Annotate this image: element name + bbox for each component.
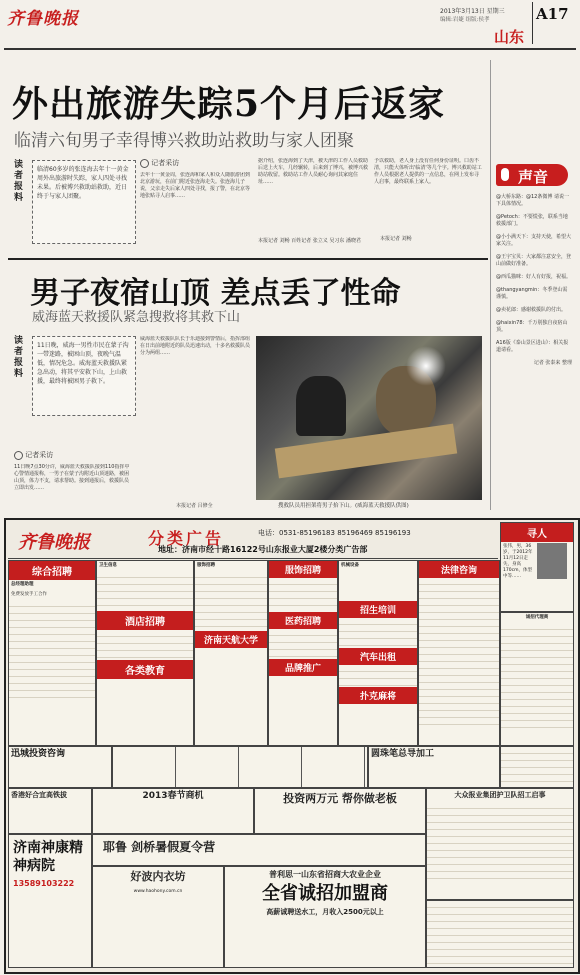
masthead-section: 山东 [494, 28, 525, 46]
ad-bottom-pen-title: 圆珠笔总导加工 [371, 749, 435, 759]
ad-column-4 [268, 560, 338, 746]
story1-byline [140, 158, 179, 168]
ad-bottom-guard-title: 大众报业集团护卫队招工启事 [454, 791, 546, 799]
ad-bottom-franchise-sub: 普利思一山东省招商大农业企业 [269, 870, 381, 879]
photo-light [406, 346, 446, 386]
story-divider [8, 258, 488, 260]
ad-bottom-invest [8, 746, 112, 788]
ad-column-5 [338, 560, 418, 746]
story2-byline-text: 记者采访 [25, 451, 54, 459]
ad-bottom-lingerie [92, 866, 224, 968]
ad-fine-print [501, 623, 573, 733]
ad-fine-print [97, 571, 193, 611]
story2-photo [256, 336, 482, 500]
ad-bottom-franchise-hire: 高薪诚聘送水工，月收入2500元以上 [266, 908, 384, 916]
sound-item: @小小满天下：支持天使，希望大家关注。 [496, 234, 572, 247]
sound-item: @王宇宝贝：大家都注意安全，登山前做好准备。 [496, 254, 572, 267]
story1-byline-icon [140, 159, 149, 168]
story1-side-label: 读者报料 [14, 160, 24, 203]
ad-bottom-hospital-title: 济南神康精神病院 [13, 840, 83, 874]
sound-mic-icon [501, 168, 509, 181]
ad-column-6 [418, 560, 500, 746]
sound-item: @西瓜猫咪：好人有好报，祝福。 [496, 274, 572, 280]
ad-bottom-hospital [8, 834, 92, 968]
sound-title: 声音 [518, 168, 549, 186]
ad-fine-print [269, 578, 337, 612]
story1-col1: 去年十一黄金周，张连海和家人和众人随旅游团到北京游玩，在前门附近张连海走失。张连海儿子说，父亲走失后家人四处寻找，报了警，在北京等地张贴寻人启事…… [140, 172, 251, 199]
sidebar-rule [490, 60, 491, 510]
sound-item: @haixin78：千万别独自夜宿山顶。 [496, 320, 568, 333]
ad-column-4-title-b: 医药招聘 [269, 612, 337, 629]
ads-header [8, 522, 498, 559]
ad-fine-print [9, 600, 95, 700]
story2-credit: 本报记者 吕修全 [176, 503, 213, 509]
ad-bottom-grid [112, 746, 368, 788]
story2-subhead: 威海蓝天救援队紧急搜救将其救下山 [32, 310, 241, 325]
ad-line: 卫生信息 [99, 563, 117, 568]
ad-column-6-title: 法律咨询 [419, 561, 499, 578]
story2-byline-icon [14, 451, 23, 460]
story1-byline-text: 记者采访 [151, 159, 180, 167]
ad-column-4-title-c: 品牌推广 [269, 659, 337, 676]
ad-fine-print [195, 571, 267, 631]
sound-item: @大桥东路：@12条微博 请说一下具体情况。 [496, 194, 569, 207]
photo-rescuer-1 [296, 376, 346, 436]
ad-bottom-franchise [224, 866, 426, 968]
ad-fine-print [97, 630, 193, 660]
ad-column-5-title-b: 汽车出租 [339, 648, 417, 665]
ad-bottom-yale [92, 834, 426, 866]
masthead-page-rule [532, 2, 533, 44]
ad-bottom-lingerie-title: 好波内衣坊 [130, 870, 186, 883]
ads-header-logo: 齐鲁晚报 [18, 532, 90, 553]
ad-right-mid [500, 746, 574, 788]
ad-bottom-guard [426, 788, 574, 900]
story1-headline: 外出旅游失踪5个月后返家 [12, 83, 446, 125]
ad-line: 机械设备 [341, 563, 359, 568]
sound-editor: 记者 张泰来 整理 [533, 360, 572, 366]
masthead-page: A17 [536, 5, 569, 23]
ad-column-4-title: 服饰招聘 [269, 561, 337, 578]
story1-col3: 予以救助，老人身上没有任何身份证明。口齿不清，只能大体听出'临清'等几个字。博兴救助站工作人员根据老人提供的一点信息，在网上发布寻人启事，最终联系上家人。 [374, 158, 482, 185]
ad-column-3 [194, 560, 268, 746]
story1-credit1: 本报记者 刘畅 百姓记者 张立义 吴习东 潘晓君 [258, 238, 361, 244]
ad-bottom-2013 [92, 788, 254, 834]
ad-bottom-franchise-title: 全省诚招加盟商 [262, 883, 388, 904]
ad-missing-person [500, 522, 574, 612]
masthead-dateline: 2013年3月13日 星期三 [440, 8, 505, 15]
sound-item: @卖花郎：感谢救援队的付出。 [496, 307, 567, 313]
sound-badge [496, 164, 568, 186]
story2-photo-caption: 搜救队员用担架将男子抬下山。(威海蓝天救援队供图) [278, 503, 409, 509]
ad-column-3-title: 济南天航大学 [195, 631, 267, 648]
ad-fine-print [339, 665, 417, 687]
ad-bottom-hk [8, 788, 92, 834]
ads-header-title: 分类广告 [148, 529, 225, 548]
ad-bottom-boss [254, 788, 426, 834]
ad-fine-print [419, 578, 499, 728]
story1-col2: 据介绍，张连海到了天津，被天津的工作人员救助后送上火车，几经辗转，后来到了博兴，被博兴救助站收留。救助站工作人员耐心询问其家庭住址…… [258, 158, 369, 185]
ad-bottom-invest-title: 迅城投资咨询 [11, 749, 66, 759]
sound-list [496, 194, 572, 367]
ad-bottom-hospital-phone: 13589103222 [13, 879, 75, 888]
story2-lead: 11日晚，威海一男性市民在蒙子沟一带迷路，被困山顶，夜晚气温低，情况危急。威海蓝天救援队紧急出动，将其平安救下山，上山救援，最终将被困男子救下。 [32, 336, 136, 416]
story1-subhead: 临清六旬男子幸得博兴救助站救助与家人团聚 [14, 131, 354, 151]
story1-credit2: 本报记者 刘畅 [380, 236, 412, 242]
sound-item: @Petoch：不要慌张，联系当地救援部门。 [496, 214, 568, 227]
ad-missing-text: 张伟，男，36岁，于2012年11月12日走失，身高170cm，体型中等…… [503, 544, 533, 579]
masthead-logo: 齐鲁晚报 [7, 9, 79, 29]
ad-missing-photo [537, 543, 567, 579]
story2-byline [14, 450, 53, 460]
story2-side-label: 读者报料 [14, 336, 24, 379]
story1-lead: 临清60多岁的张连海去年十一黄金周外出旅游时失踪，家人四处寻找未果。后被博兴救助站救助，近日终于与家人团聚。 [32, 160, 136, 244]
ad-bottom-2013-title: 2013春节商机 [142, 791, 204, 801]
ad-column-5-title: 招生培训 [339, 601, 417, 618]
masthead-editors: 编辑:岩婕 组版:侯孝 [440, 17, 490, 23]
story2-headline: 男子夜宿山顶 差点丢了性命 [30, 276, 401, 311]
ad-line: 服饰招聘 [197, 563, 215, 568]
ad-column-2-title-b: 各类教育 [97, 660, 193, 679]
ad-line: 总经理助理 [11, 582, 34, 587]
masthead-rule [4, 48, 576, 50]
ad-right-agents [500, 612, 574, 746]
ads-header-address: 地址：济南市经十路16122号山东报业大厦2楼分类广告部 [158, 545, 368, 554]
ad-fine-print [269, 629, 337, 659]
ad-bottom-lingerie-url: www.haohony.com.cn [133, 889, 183, 894]
ad-column-1 [8, 560, 96, 746]
ad-column-2 [96, 560, 194, 746]
ad-bottom-hk-title: 香港好合宜高铁拔 [11, 791, 67, 799]
ad-column-2-title: 酒店招聘 [97, 611, 193, 630]
ad-column-1-title: 综合招聘 [9, 561, 95, 580]
story2-col2: 威海蓝天救援队队长于乐迪接到警情后，指挥部组在日出前地附近的队员迅速出动，十多名救援队员分为两组…… [140, 336, 251, 356]
ad-missing-title: 寻人 [501, 523, 573, 542]
sound-item: A16版《泰山景区进山》：相关报道请看。 [496, 340, 569, 353]
ad-column-5-title-c: 扑克麻将 [339, 687, 417, 704]
ad-fine-print [427, 802, 573, 882]
ad-fine-print [339, 618, 417, 648]
story2-col1: 11日晚7点30分许，威海蓝天救援队接到110指挥中心警情通报称，一男子在蒙子沟附近山顶迷路，被困山顶，体力不支，请求帮助。接到通报后，救援队员立即出发…… [14, 464, 130, 491]
ad-bottom-realestate [426, 900, 574, 968]
ad-bottom-pen [368, 746, 500, 788]
ad-line: 诚招代理商 [525, 615, 549, 620]
ad-line: 免费发放手工合作 [11, 592, 47, 597]
ads-header-phone: 电话：0531-85196183 85196469 85196193 [258, 529, 411, 537]
ad-bottom-yale-title: 耶鲁 剑桥暑假夏令营 [103, 840, 216, 854]
sound-item: @thangyangmin：冬季登山需谨慎。 [496, 287, 568, 300]
ad-bottom-boss-title: 投资两万元 帮你做老板 [283, 792, 397, 805]
